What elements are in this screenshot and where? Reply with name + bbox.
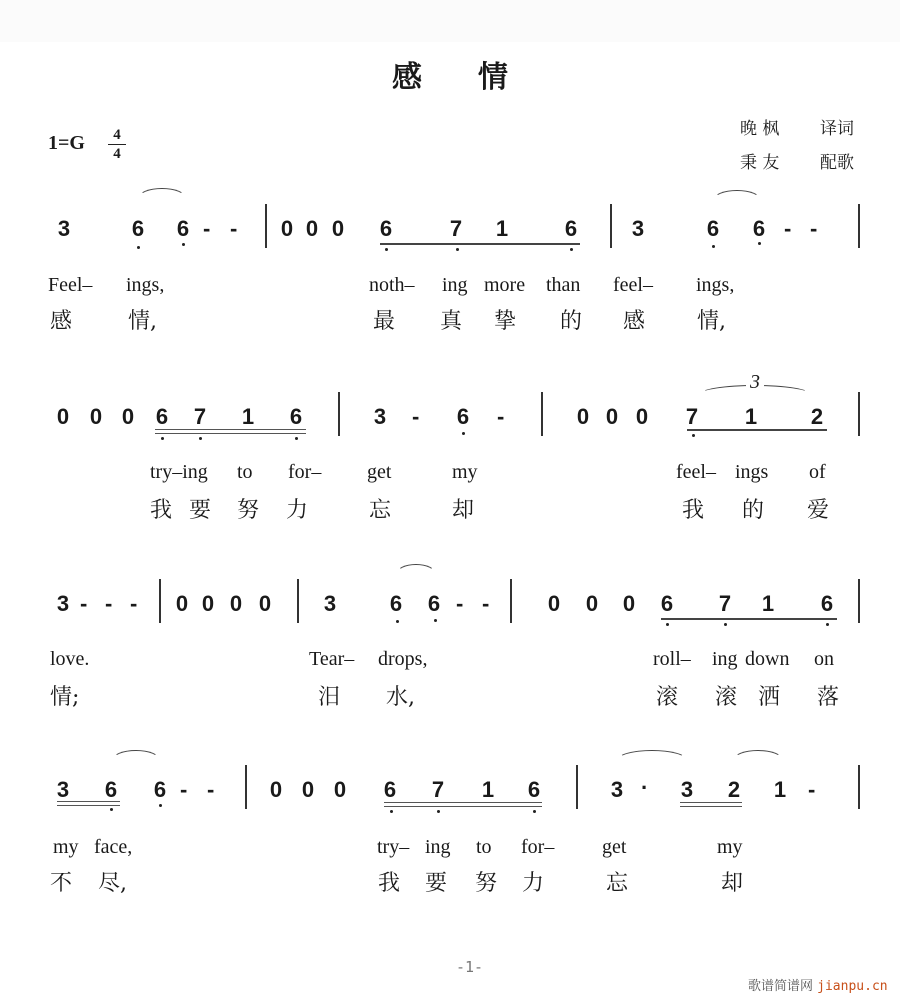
note: 6: [820, 591, 834, 616]
lyric-cn: 我: [150, 498, 173, 523]
dash: -: [203, 216, 211, 241]
lyric-en: of: [809, 461, 826, 483]
note: 0: [201, 591, 215, 616]
lyric-cn: 滚: [656, 685, 679, 710]
lyric-en: Feel–: [48, 274, 93, 296]
lyric-en: Tear–: [309, 648, 355, 670]
credit-lyrics-role: 译词: [820, 119, 854, 139]
lyric-en: more: [484, 274, 526, 296]
note: 0: [269, 777, 283, 802]
note: 0: [547, 591, 561, 616]
note: 6: [389, 591, 403, 616]
dash: -: [230, 216, 238, 241]
note: 6: [131, 216, 145, 241]
note: 0: [331, 216, 345, 241]
note: 1: [773, 777, 787, 802]
lyric-en: roll–: [653, 648, 691, 670]
title-char-1: 感: [392, 60, 422, 95]
slur: [112, 750, 160, 770]
time-signature-top: 4: [113, 127, 121, 143]
low-octave-dot: [758, 242, 761, 245]
note: 7: [685, 404, 699, 429]
lyric-en: on: [814, 648, 834, 670]
lyric-cn: 却: [452, 498, 475, 523]
lyric-en: face,: [94, 836, 133, 858]
lyric-cn: 洒: [758, 685, 781, 710]
lyric-cn: 情;: [50, 685, 80, 710]
lyric-en: to: [476, 836, 492, 858]
dot-extension: ·: [641, 775, 649, 800]
watermark-site: jianpu.cn: [817, 979, 888, 994]
sixteenth-underline: [384, 802, 542, 807]
dash: -: [207, 777, 215, 802]
key-signature: 1=G: [48, 132, 85, 154]
bar-line: [510, 579, 512, 623]
dash: -: [810, 216, 818, 241]
note: 6: [379, 216, 393, 241]
dash: -: [784, 216, 792, 241]
dash: -: [412, 404, 420, 429]
lyric-cn: 滚: [715, 685, 738, 710]
note: 1: [481, 777, 495, 802]
low-octave-dot: [826, 623, 829, 626]
low-octave-dot: [182, 243, 185, 246]
note: 7: [193, 404, 207, 429]
lyric-en: get: [602, 836, 627, 858]
lyric-cn: 的: [560, 309, 583, 334]
time-signature: [108, 127, 126, 162]
lyric-cn: 尽,: [98, 871, 127, 896]
note: 0: [280, 216, 294, 241]
dash: -: [497, 404, 505, 429]
low-octave-dot: [434, 619, 437, 622]
lyric-en: drops,: [378, 648, 428, 670]
low-octave-dot: [390, 810, 393, 813]
sixteenth-underline: [155, 429, 306, 434]
lyric-cn: 的: [742, 498, 765, 523]
lyric-en: for–: [521, 836, 555, 858]
eighth-underline: [380, 243, 580, 245]
lyric-cn: 最: [373, 309, 396, 334]
lyric-cn: 要: [189, 498, 212, 523]
triplet-number: 3: [746, 371, 764, 394]
note: 3: [56, 591, 70, 616]
note: 2: [727, 777, 741, 802]
note: 6: [752, 216, 766, 241]
lyric-en: ings,: [696, 274, 735, 296]
note: 0: [301, 777, 315, 802]
lyric-cn: 力: [522, 871, 545, 896]
note: 1: [241, 404, 255, 429]
lyric-cn: 情,: [697, 309, 726, 334]
note: 6: [456, 404, 470, 429]
lyric-en: feel–: [613, 274, 653, 296]
dash: -: [808, 777, 816, 802]
bar-line: [541, 392, 543, 436]
lyric-cn: 忘: [369, 498, 392, 523]
note: 6: [660, 591, 674, 616]
slur: [733, 750, 783, 770]
bar-line: [245, 765, 247, 809]
credit-music: [740, 148, 854, 173]
lyric-en: my: [53, 836, 79, 858]
lyric-cn: 要: [425, 871, 448, 896]
note: 0: [175, 591, 189, 616]
note: 1: [495, 216, 509, 241]
low-octave-dot: [456, 248, 459, 251]
bar-line: [576, 765, 578, 809]
lyric-en: than: [546, 274, 581, 296]
low-octave-dot: [462, 432, 465, 435]
note: 0: [121, 404, 135, 429]
low-octave-dot: [533, 810, 536, 813]
lyric-cn: 我: [378, 871, 401, 896]
lyric-cn: 我: [682, 498, 705, 523]
lyric-cn: 却: [721, 871, 744, 896]
note: 3: [631, 216, 645, 241]
lyric-cn: 情,: [128, 309, 157, 334]
bar-line: [159, 579, 161, 623]
note: 6: [153, 777, 167, 802]
credit-lyrics-name: 晚 枫: [740, 119, 780, 139]
note: 0: [622, 591, 636, 616]
note: 0: [605, 404, 619, 429]
note: 0: [635, 404, 649, 429]
dash: -: [482, 591, 490, 616]
bar-line: [610, 204, 612, 248]
note: 3: [56, 777, 70, 802]
low-octave-dot: [199, 437, 202, 440]
low-octave-dot: [385, 248, 388, 251]
sixteenth-underline: [57, 801, 120, 806]
note: 0: [258, 591, 272, 616]
note: 6: [527, 777, 541, 802]
note: 0: [333, 777, 347, 802]
note: 3: [610, 777, 624, 802]
credit-lyrics: [740, 114, 854, 139]
note: 3: [680, 777, 694, 802]
top-band: [0, 0, 900, 42]
note: 0: [56, 404, 70, 429]
low-octave-dot: [712, 245, 715, 248]
eighth-underline: [661, 618, 837, 620]
lyric-cn: 不: [50, 871, 73, 896]
note: 0: [229, 591, 243, 616]
bar-line: [858, 392, 860, 436]
low-octave-dot: [137, 246, 140, 249]
lyric-en: my: [452, 461, 478, 483]
lyric-cn: 努: [475, 871, 498, 896]
bar-line: [338, 392, 340, 436]
note: 1: [761, 591, 775, 616]
lyric-en: feel–: [676, 461, 716, 483]
slur: [617, 750, 687, 770]
note: 3: [323, 591, 337, 616]
bar-line: [858, 765, 860, 809]
lyric-cn: 爱: [807, 498, 830, 523]
lyric-cn: 水,: [386, 685, 415, 710]
bar-line: [297, 579, 299, 623]
low-octave-dot: [570, 248, 573, 251]
note: 0: [576, 404, 590, 429]
lyric-cn: 努: [237, 498, 260, 523]
lyric-en: get: [367, 461, 392, 483]
lyric-en: for–: [288, 461, 322, 483]
slur: [713, 190, 761, 210]
low-octave-dot: [295, 437, 298, 440]
lyric-en: down: [745, 648, 790, 670]
low-octave-dot: [437, 810, 440, 813]
watermark: [748, 975, 888, 994]
lyric-en: try–: [377, 836, 410, 858]
low-octave-dot: [159, 804, 162, 807]
lyric-en: love.: [50, 648, 90, 670]
note: 6: [104, 777, 118, 802]
lyric-cn: 汨: [318, 685, 341, 710]
lyric-cn: 力: [286, 498, 309, 523]
dash: -: [130, 591, 138, 616]
low-octave-dot: [161, 437, 164, 440]
time-signature-line: [108, 144, 126, 145]
lyric-en: ing: [425, 836, 451, 858]
bar-line: [858, 204, 860, 248]
title-char-2: 情: [478, 60, 508, 95]
note: 6: [383, 777, 397, 802]
sixteenth-underline: [680, 802, 742, 807]
eighth-underline: [687, 429, 827, 431]
lyric-en: to: [237, 461, 253, 483]
low-octave-dot: [666, 623, 669, 626]
note: 1: [744, 404, 758, 429]
dash: -: [80, 591, 88, 616]
note: 0: [89, 404, 103, 429]
credit-music-name: 秉 友: [740, 153, 780, 173]
bar-line: [858, 579, 860, 623]
lyric-cn: 挚: [494, 309, 517, 334]
note: 3: [57, 216, 71, 241]
lyric-cn: 忘: [606, 871, 629, 896]
watermark-text: 歌谱简谱网: [748, 979, 814, 994]
lyric-en: try–ing: [150, 461, 208, 483]
note: 6: [427, 591, 441, 616]
low-octave-dot: [692, 434, 695, 437]
note: 6: [706, 216, 720, 241]
slur: [396, 564, 436, 584]
lyric-cn: 真: [440, 309, 463, 334]
note: 0: [585, 591, 599, 616]
note: 6: [289, 404, 303, 429]
lyric-en: noth–: [369, 274, 415, 296]
dash: -: [105, 591, 113, 616]
lyric-en: ings: [735, 461, 769, 483]
lyric-en: ing: [442, 274, 468, 296]
lyric-en: ings,: [126, 274, 165, 296]
dash: -: [456, 591, 464, 616]
dash: -: [180, 777, 188, 802]
page-number: -1-: [456, 958, 484, 976]
low-octave-dot: [396, 620, 399, 623]
note: 7: [718, 591, 732, 616]
lyric-en: ing: [712, 648, 738, 670]
note: 3: [373, 404, 387, 429]
lyric-cn: 感: [623, 309, 646, 334]
low-octave-dot: [110, 808, 113, 811]
credit-music-role: 配歌: [820, 153, 854, 173]
lyric-cn: 感: [50, 309, 73, 334]
low-octave-dot: [724, 623, 727, 626]
note: 6: [564, 216, 578, 241]
note: 0: [305, 216, 319, 241]
bar-line: [265, 204, 267, 248]
note: 2: [810, 404, 824, 429]
slur: [138, 188, 186, 208]
time-signature-bottom: 4: [113, 146, 121, 162]
lyric-en: my: [717, 836, 743, 858]
lyric-cn: 落: [817, 685, 840, 710]
note: 6: [176, 216, 190, 241]
note: 7: [431, 777, 445, 802]
note: 6: [155, 404, 169, 429]
note: 7: [449, 216, 463, 241]
